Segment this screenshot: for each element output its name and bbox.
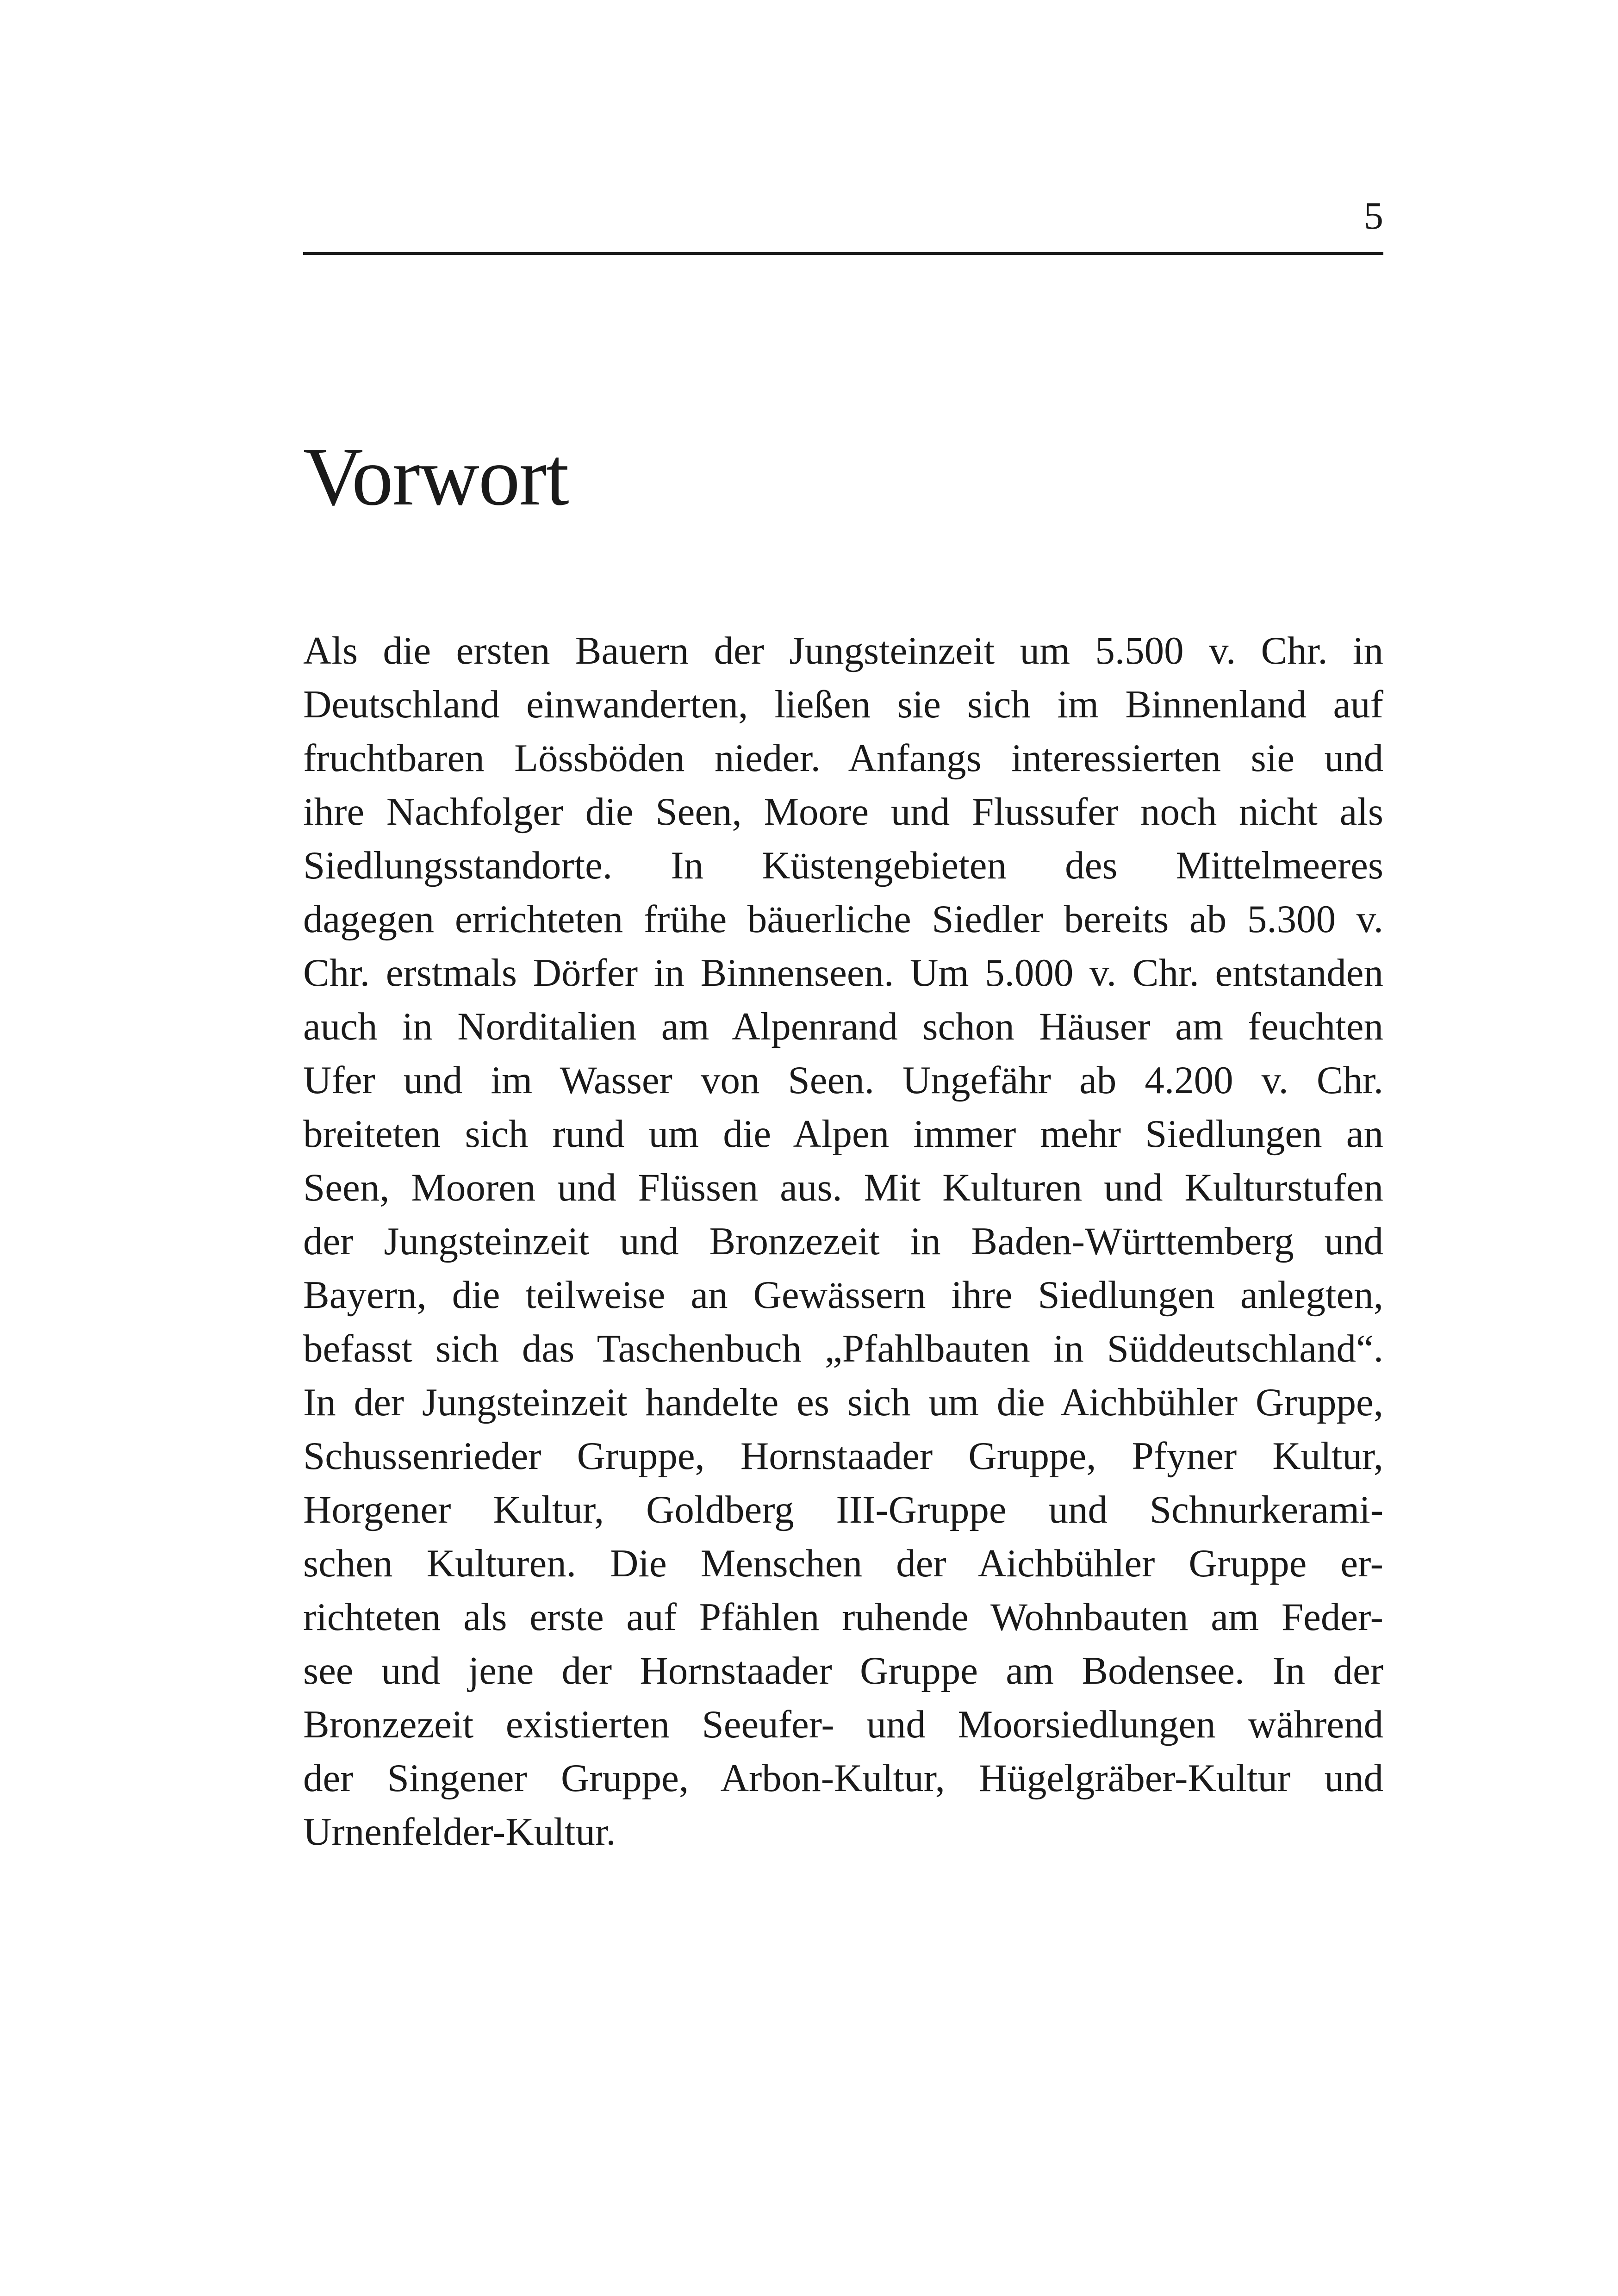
text-line: Chr. erstmals Dörfer in Binnenseen. Um 5.000 v. Chr. entstanden [303,951,1383,995]
text-line: befasst sich das Taschenbuch „Pfahlbauten in Süddeutschland“. [303,1327,1383,1370]
text-line: see und jene der Hornstaader Gruppe am Bodensee. In der [303,1649,1383,1692]
text-line: auch in Norditalien am Alpenrand schon Häuser am feuchten [303,1005,1383,1048]
text-line: Deutschland einwanderten, ließen sie sich im Binnenland auf [303,683,1383,726]
text-line: Schussenrieder Gruppe, Hornstaader Gruppe, Pfyner Kultur, [303,1434,1383,1478]
text-line: Horgener Kultur, Goldberg III-Gruppe und Schnurkerami- [303,1488,1383,1531]
text-line: Siedlungsstandorte. In Küstengebieten des Mittelmeeres [303,844,1383,887]
text-line: fruchtbaren Lössböden nieder. Anfangs interessierten sie und [303,736,1383,780]
text-line: der Jungsteinzeit und Bronzezeit in Baden-Württemberg und [303,1220,1383,1263]
chapter-title: Vorwort [303,430,568,523]
text-line: Bayern, die teilweise an Gewässern ihre Siedlungen anlegten, [303,1273,1383,1317]
text-line: dagegen errichteten frühe bäuerliche Siedler bereits ab 5.300 v. [303,897,1383,941]
text-line: Seen, Mooren und Flüssen aus. Mit Kulturen und Kulturstufen [303,1166,1383,1209]
text-line: richteten als erste auf Pfählen ruhende Wohnbauten am Feder- [303,1595,1383,1639]
text-line: Urnenfelder-Kultur. [303,1810,616,1854]
text-line: Bronzezeit existierten Seeufer- und Moorsiedlungen während [303,1703,1383,1746]
text-line: der Singener Gruppe, Arbon-Kultur, Hügelgräber-Kultur und [303,1756,1383,1800]
text-line: schen Kulturen. Die Menschen der Aichbühler Gruppe er- [303,1542,1383,1585]
text-line: breiteten sich rund um die Alpen immer mehr Siedlungen an [303,1112,1383,1156]
header-rule [303,252,1383,255]
body-paragraph [303,624,1383,1859]
text-line: Ufer und im Wasser von Seen. Ungefähr ab 4.200 v. Chr. [303,1058,1383,1102]
text-line: In der Jungsteinzeit handelte es sich um die Aichbühler Gruppe, [303,1381,1383,1424]
page-number: 5 [1364,194,1383,237]
text-line: ihre Nachfolger die Seen, Moore und Flussufer noch nicht als [303,790,1383,834]
text-line: Als die ersten Bauern der Jungsteinzeit um 5.500 v. Chr. in [303,629,1383,672]
